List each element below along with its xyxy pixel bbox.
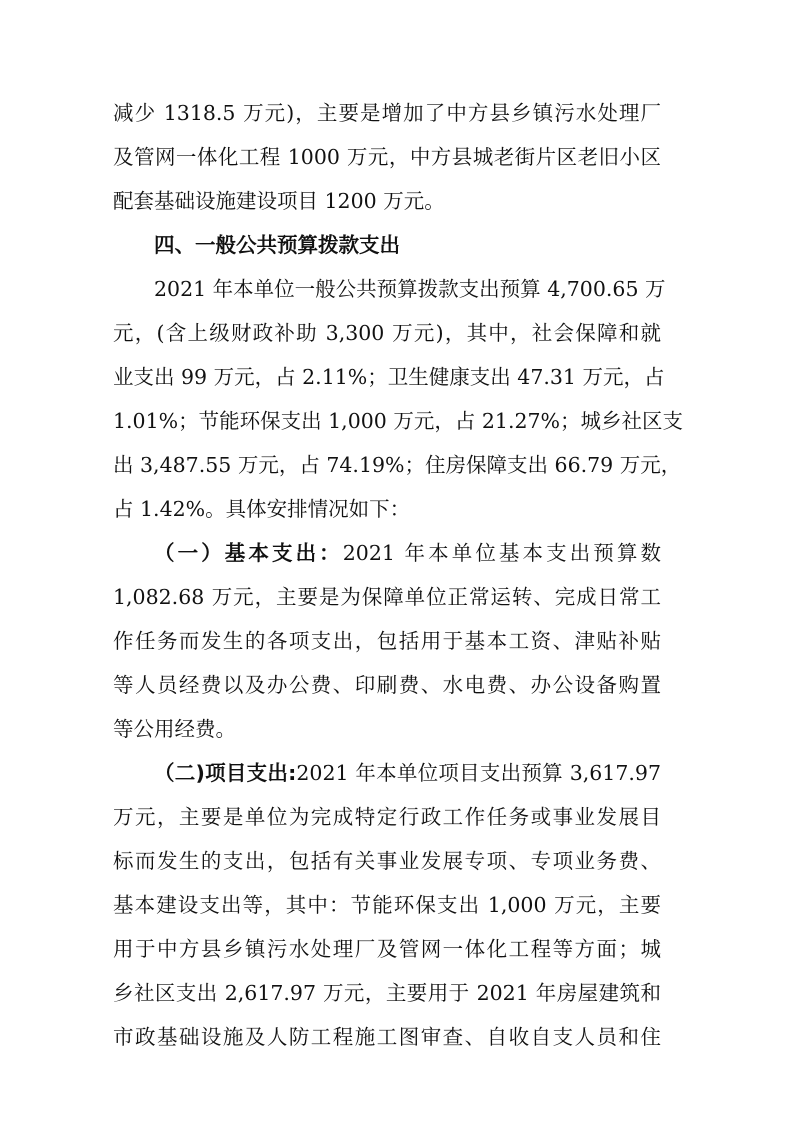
body-line-15: 等公用经费。 <box>113 717 236 741</box>
body-line-2: 及管网一体化工程 1000 万元，中方县城老街片区老旧小区 <box>113 145 661 169</box>
project-expense-line <box>154 753 661 793</box>
body-line-8: 1.01%；节能环保支出 1,000 万元，占 21.27%；城乡社区支 <box>113 409 684 433</box>
body-line-20: 用于中方县乡镇污水处理厂及管网一体化工程等方面；城 <box>113 937 661 961</box>
project-expense-label: （二)项目支出: <box>154 761 297 785</box>
body-line-5: 2021 年本单位一般公共预算拨款支出预算 4,700.65 万 <box>154 277 666 301</box>
basic-expense-line <box>154 533 661 573</box>
body-line-19: 基本建设支出等，其中：节能环保支出 1,000 万元，主要 <box>113 893 661 917</box>
body-line-6: 元，(含上级财政补助 3,300 万元)，其中，社会保障和就 <box>113 321 661 345</box>
basic-expense-label: （一）基本支出： <box>154 541 343 565</box>
body-line-7: 业支出 99 万元，占 2.11%；卫生健康支出 47.31 万元，占 <box>113 365 665 389</box>
body-line-18: 标而发生的支出，包括有关事业发展专项、专项业务费、 <box>113 849 661 873</box>
body-line-1: 减少 1318.5 万元)，主要是增加了中方县乡镇污水处理厂 <box>113 101 661 125</box>
project-expense-text: 2021 年本单位项目支出预算 3,617.97 <box>296 761 661 785</box>
body-line-21: 乡社区支出 2,617.97 万元，主要用于 2021 年房屋建筑和 <box>113 981 661 1005</box>
body-line-14: 等人员经费以及办公费、印刷费、水电费、办公设备购置 <box>113 673 661 697</box>
body-line-9: 出 3,487.55 万元，占 74.19%；住房保障支出 66.79 万元， <box>113 453 682 477</box>
body-line-22: 市政基础设施及人防工程施工图审查、自收自支人员和住 <box>113 1025 661 1049</box>
basic-expense-text: 2021 年本单位基本支出预算数 <box>342 541 662 565</box>
body-line-17: 万元，主要是单位为完成特定行政工作任务或事业发展目 <box>113 805 661 829</box>
section-heading: 四、一般公共预算拨款支出 <box>154 233 400 257</box>
body-line-13: 作任务而发生的各项支出，包括用于基本工资、津贴补贴 <box>113 629 661 653</box>
body-line-12: 1,082.68 万元，主要是为保障单位正常运转、完成日常工 <box>113 585 661 609</box>
body-line-10: 占 1.42%。具体安排情况如下： <box>113 497 411 521</box>
body-line-3: 配套基础设施建设项目 1200 万元。 <box>113 189 445 213</box>
